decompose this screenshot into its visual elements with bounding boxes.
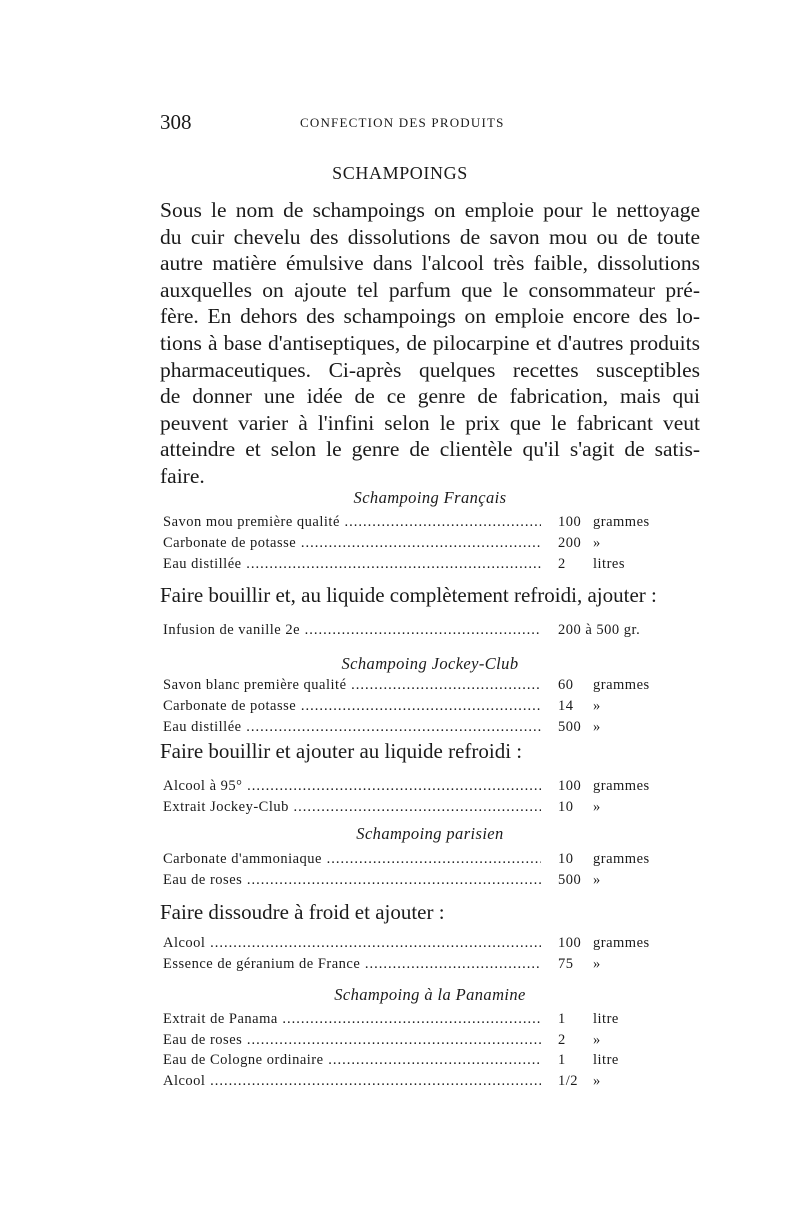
ingredient-row: [163, 677, 673, 697]
ingredient-quantity: 100: [558, 935, 582, 951]
ingredient-unit: »: [593, 719, 601, 735]
ingredient-name: Eau de roses .....: [163, 1032, 541, 1049]
ingredient-row: [163, 535, 673, 555]
ingredient-name: Alcool .....: [163, 935, 541, 952]
ingredient-quantity: 100: [558, 778, 582, 794]
paragraph-line: tions à base d'antiseptiques, de pilocarpine et d'autres produits: [160, 330, 700, 355]
ingredient-row: [163, 719, 673, 739]
paragraph-line: faire.: [160, 463, 205, 488]
ingredient-row: [163, 514, 673, 534]
ingredient-unit: »: [593, 872, 601, 888]
ingredient-quantity: 1/2: [558, 1073, 579, 1089]
ingredient-quantity: 500: [558, 872, 582, 888]
ingredient-row: [163, 778, 673, 798]
instruction-text: Faire bouillir et, au liquide complètement refroidi, ajouter :: [160, 583, 657, 607]
instruction-text: Faire dissoudre à froid et ajouter :: [160, 900, 445, 924]
ingredient-unit: grammes: [593, 778, 650, 794]
ingredient-row: [163, 556, 673, 576]
ingredient-unit: litre: [593, 1052, 619, 1068]
recipe-title-panamine: Schampoing à la Panamine: [334, 985, 526, 1004]
ingredient-name: Eau de roses .....: [163, 872, 541, 889]
ingredient-row: [163, 1073, 673, 1093]
paragraph-line: de donner une idée de ce genre de fabrication, mais qui: [160, 384, 700, 409]
ingredient-row: [163, 872, 673, 892]
ingredient-row: [163, 1011, 673, 1031]
ingredient-unit: »: [593, 1032, 601, 1048]
ingredient-name: Extrait de Panama .....: [163, 1011, 541, 1028]
ingredient-quantity: 200 à 500 gr.: [558, 622, 641, 638]
ingredient-unit: »: [593, 1073, 601, 1089]
ingredient-unit: »: [593, 799, 601, 815]
ingredient-quantity: 2: [558, 1032, 566, 1048]
ingredient-name: Alcool .....: [163, 1073, 541, 1090]
paragraph-line: fère. En dehors des schampoings on emploie encore des lo-: [160, 304, 700, 329]
ingredient-quantity: 100: [558, 514, 582, 530]
ingredient-row: [163, 698, 673, 718]
ingredient-row: [163, 622, 673, 642]
ingredient-quantity: 2: [558, 556, 566, 572]
ingredient-quantity: 14: [558, 698, 574, 714]
ingredient-quantity: 10: [558, 851, 574, 867]
ingredient-unit: grammes: [593, 851, 650, 867]
ingredient-name: Savon mou première qualité .....: [163, 514, 541, 531]
ingredient-name: Savon blanc première qualité .....: [163, 677, 541, 694]
paragraph-line: auxquelles on ajoute tel parfum que le consommateur pré-: [160, 277, 700, 302]
ingredient-unit: grammes: [593, 514, 650, 530]
ingredient-quantity: 1: [558, 1052, 566, 1068]
ingredient-unit: litres: [593, 556, 625, 572]
ingredient-row: [163, 851, 673, 871]
ingredient-row: [163, 956, 673, 976]
ingredient-unit: grammes: [593, 677, 650, 693]
paragraph-line: autre matière émulsive dans l'alcool très faible, dissolutions: [160, 251, 700, 276]
ingredient-name: Eau de Cologne ordinaire .....: [163, 1052, 541, 1069]
ingredient-name: Carbonate de potasse .....: [163, 535, 541, 552]
ingredient-name: Infusion de vanille 2e .....: [163, 622, 541, 639]
paragraph-line: peuvent varier à l'infini selon le prix que le fabricant veut: [160, 410, 700, 435]
ingredient-row: [163, 935, 673, 955]
paragraph-line: atteindre et selon le genre de clientèle qu'il s'agit de satis-: [160, 437, 700, 462]
ingredient-row: [163, 799, 673, 819]
section-title: SCHAMPOINGS: [332, 163, 468, 183]
ingredient-name: Carbonate d'ammoniaque .....: [163, 851, 541, 868]
recipe-title-parisien: Schampoing parisien: [356, 824, 504, 843]
page-number: 308: [160, 110, 192, 134]
ingredient-quantity: 60: [558, 677, 574, 693]
instruction-text: Faire bouillir et ajouter au liquide refroidi :: [160, 739, 523, 763]
ingredient-unit: litre: [593, 1011, 619, 1027]
ingredient-quantity: 1: [558, 1011, 566, 1027]
ingredient-quantity: 500: [558, 719, 582, 735]
recipe-title-jockey-club: Schampoing Jockey-Club: [341, 654, 519, 673]
ingredient-name: Eau distillée .....: [163, 556, 541, 573]
ingredient-name: Essence de géranium de France .....: [163, 956, 541, 973]
running-title: CONFECTION DES PRODUITS: [300, 115, 505, 130]
ingredient-name: Alcool à 95° .....: [163, 778, 541, 795]
recipe-title-francais: Schampoing Français: [353, 488, 507, 507]
ingredient-name: Eau distillée .....: [163, 719, 541, 736]
ingredient-row: [163, 1052, 673, 1072]
ingredient-quantity: 200: [558, 535, 582, 551]
paragraph-line: pharmaceutiques. Ci-après quelques recettes susceptibles: [160, 357, 700, 382]
ingredient-unit: »: [593, 698, 601, 714]
intro-paragraph: [160, 197, 700, 490]
page-header: [160, 110, 700, 138]
ingredient-row: [163, 1032, 673, 1052]
ingredient-quantity: 10: [558, 799, 574, 815]
ingredient-unit: »: [593, 956, 601, 972]
ingredient-name: Extrait Jockey-Club .....: [163, 799, 541, 816]
ingredient-unit: »: [593, 535, 601, 551]
ingredient-unit: grammes: [593, 935, 650, 951]
ingredient-name: Carbonate de potasse .....: [163, 698, 541, 715]
ingredient-quantity: 75: [558, 956, 574, 972]
paragraph-line: Sous le nom de schampoings on emploie pour le nettoyage: [160, 198, 700, 222]
paragraph-line: du cuir chevelu des dissolutions de savon mou ou de toute: [160, 224, 700, 249]
